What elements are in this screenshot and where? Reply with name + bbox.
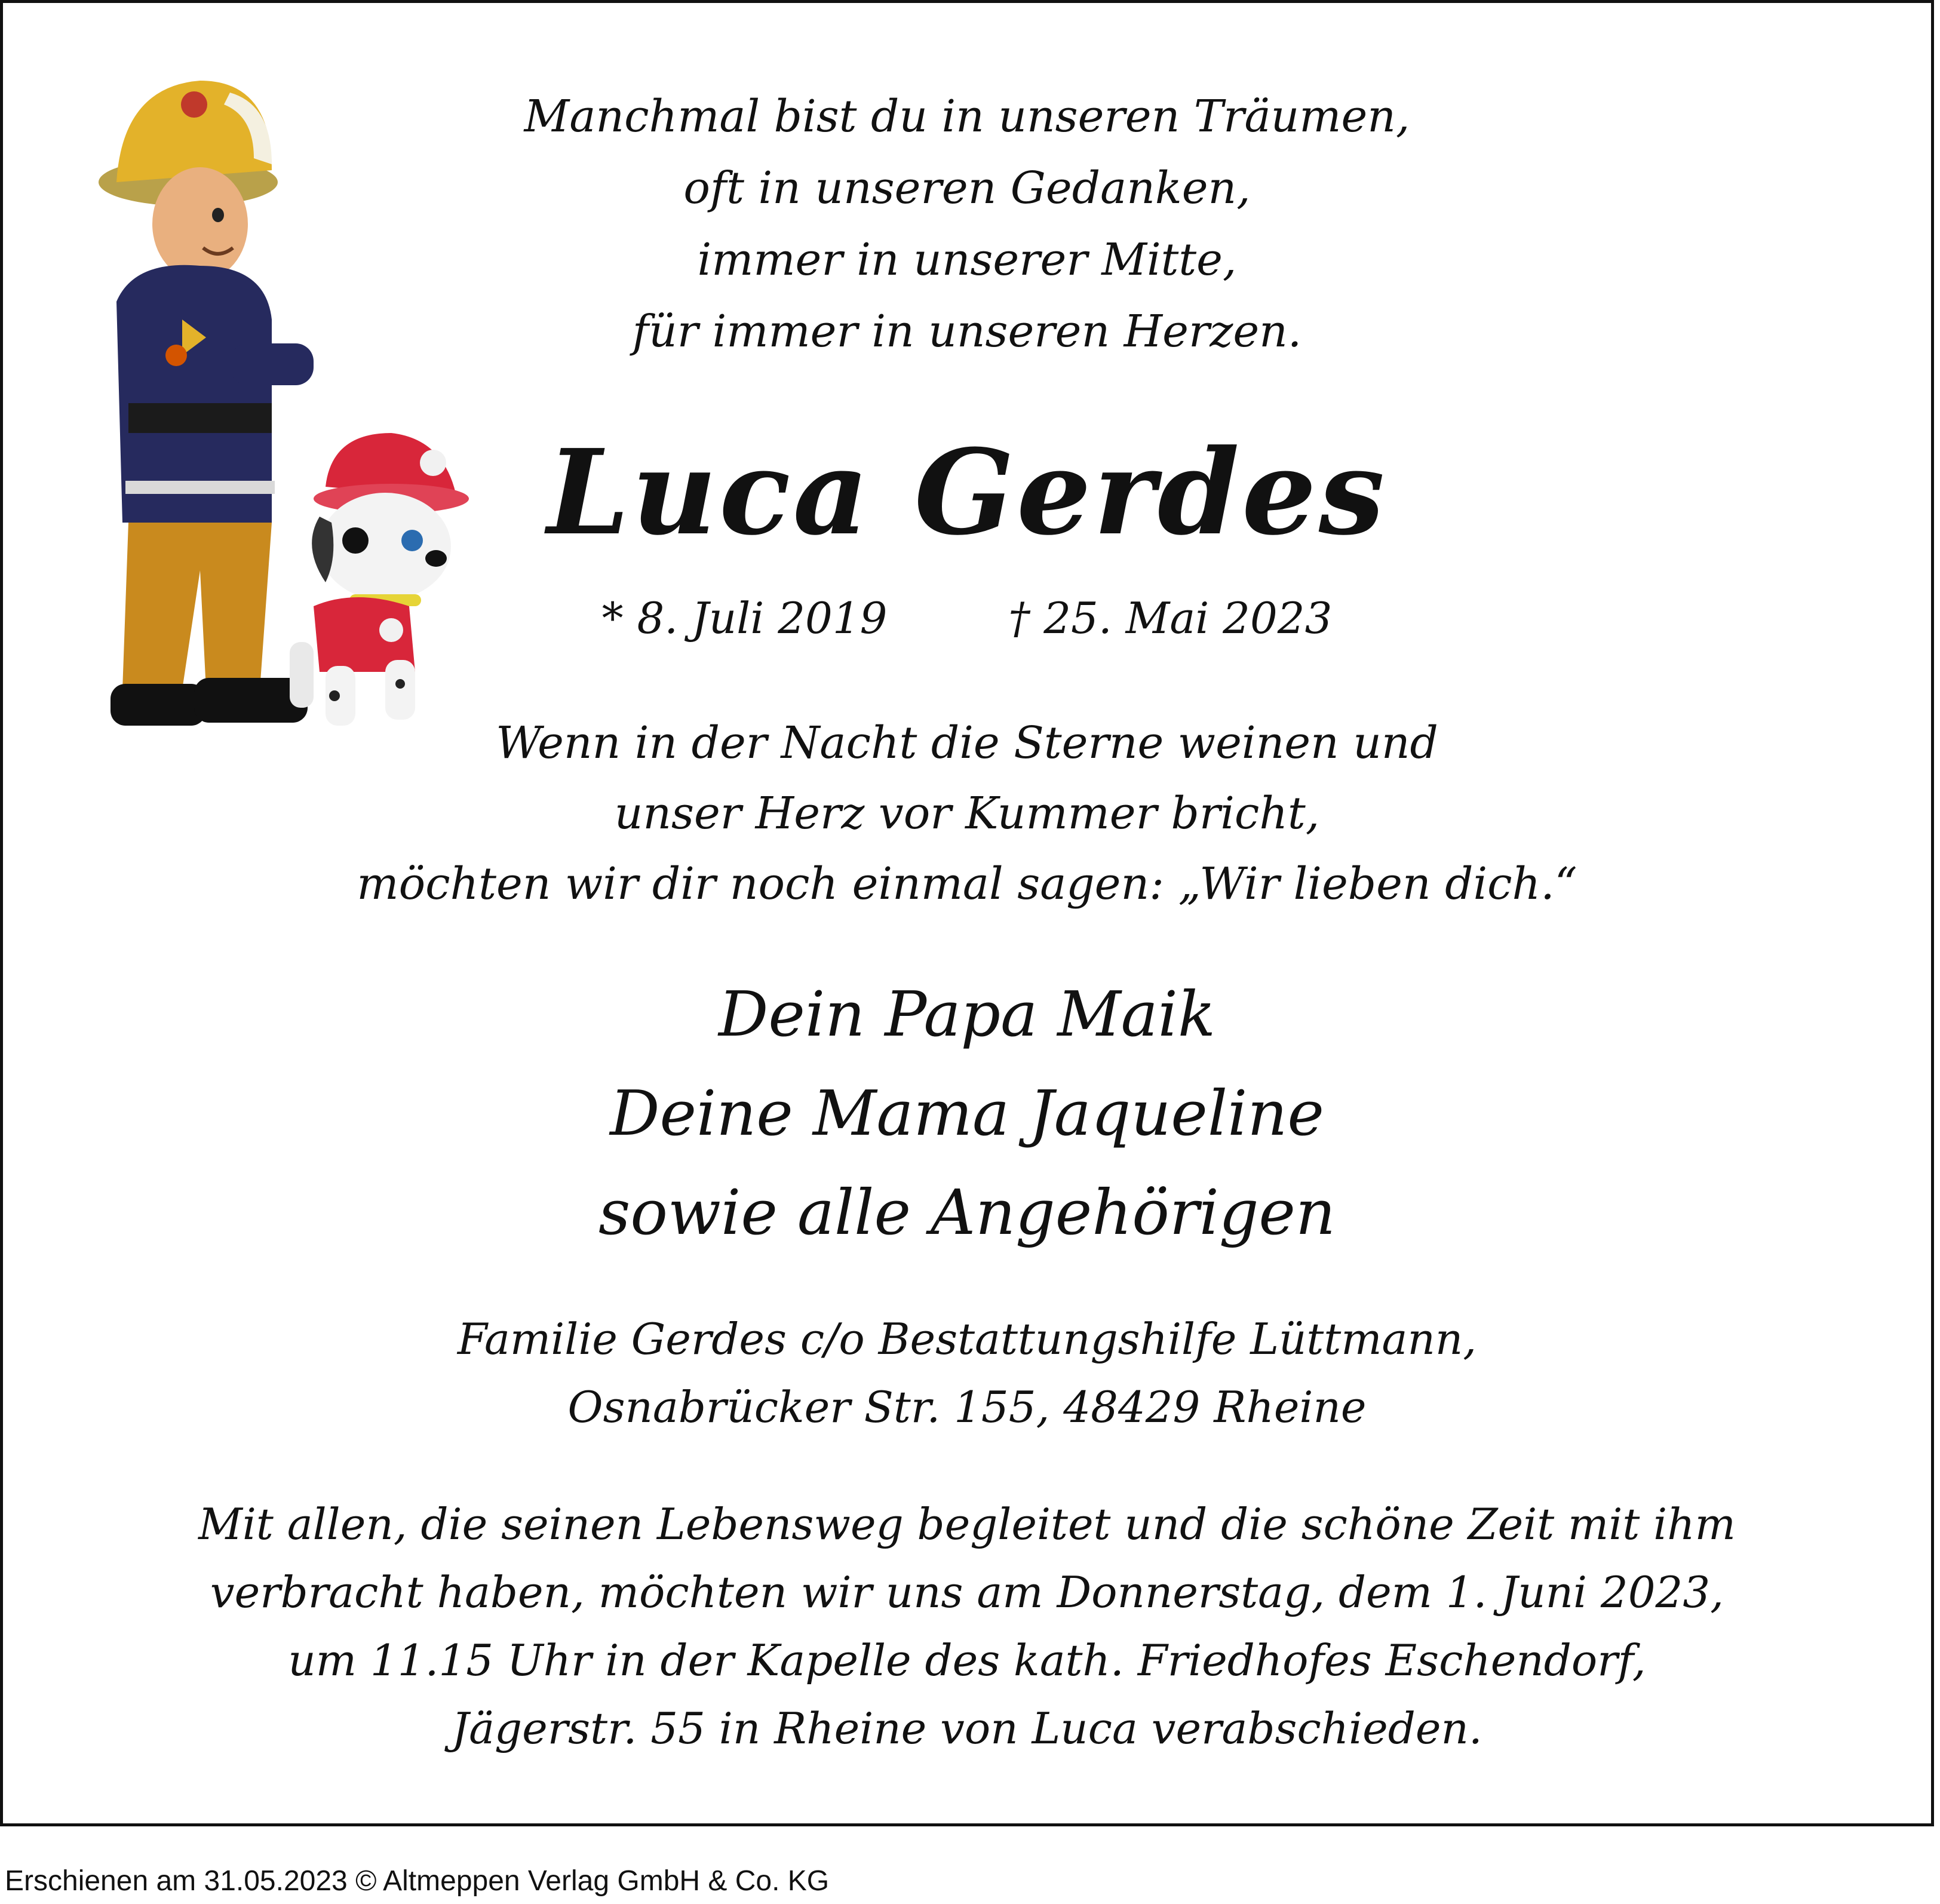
mourner-line: Deine Mama Jaqueline bbox=[610, 1077, 1324, 1150]
deceased-name: Luca Gerdes bbox=[547, 424, 1388, 561]
contact-address bbox=[3, 1305, 1931, 1441]
mourner-line: sowie alle Angehörigen bbox=[598, 1176, 1336, 1249]
poem-line: Wenn in der Nacht die Sterne weinen und bbox=[496, 717, 1438, 769]
mourner-line: Dein Papa Maik bbox=[719, 978, 1215, 1051]
service-line: verbracht haben, möchten wir uns am Donnerstag, dem 1. Juni 2023, bbox=[210, 1567, 1724, 1617]
death-date: † 25. Mai 2023 bbox=[1008, 593, 1333, 643]
service-line: Mit allen, die seinen Lebensweg begleitet und die schöne Zeit mit ihm bbox=[198, 1499, 1736, 1549]
middle-poem bbox=[3, 708, 1931, 919]
mourners bbox=[3, 965, 1931, 1262]
service-line: um 11.15 Uhr in der Kapelle des kath. Friedhofes Eschendorf, bbox=[288, 1635, 1646, 1685]
poem-line: möchten wir dir noch einmal sagen: „Wir lieben dich.“ bbox=[357, 858, 1577, 910]
poem-line: immer in unserer Mitte, bbox=[697, 234, 1237, 285]
address-line: Osnabrücker Str. 155, 48429 Rheine bbox=[567, 1382, 1367, 1432]
poem-line: für immer in unseren Herzen. bbox=[632, 306, 1302, 357]
service-line: Jägerstr. 55 in Rheine von Luca verabschieden. bbox=[452, 1703, 1482, 1753]
opening-poem bbox=[3, 81, 1931, 367]
life-dates bbox=[3, 585, 1931, 651]
funeral-service-info bbox=[3, 1490, 1931, 1762]
publication-footer: Erschienen am 31.05.2023 © Altmeppen Verlag GmbH & Co. KG bbox=[5, 1865, 830, 1897]
poem-line: unser Herz vor Kummer bricht, bbox=[614, 788, 1320, 839]
address-line: Familie Gerdes c/o Bestattungshilfe Lüttmann, bbox=[457, 1314, 1477, 1364]
poem-line: Manchmal bist du in unseren Träumen, bbox=[524, 91, 1410, 142]
birth-date: * 8. Juli 2019 bbox=[601, 593, 888, 643]
poem-line: oft in unseren Gedanken, bbox=[683, 162, 1251, 214]
